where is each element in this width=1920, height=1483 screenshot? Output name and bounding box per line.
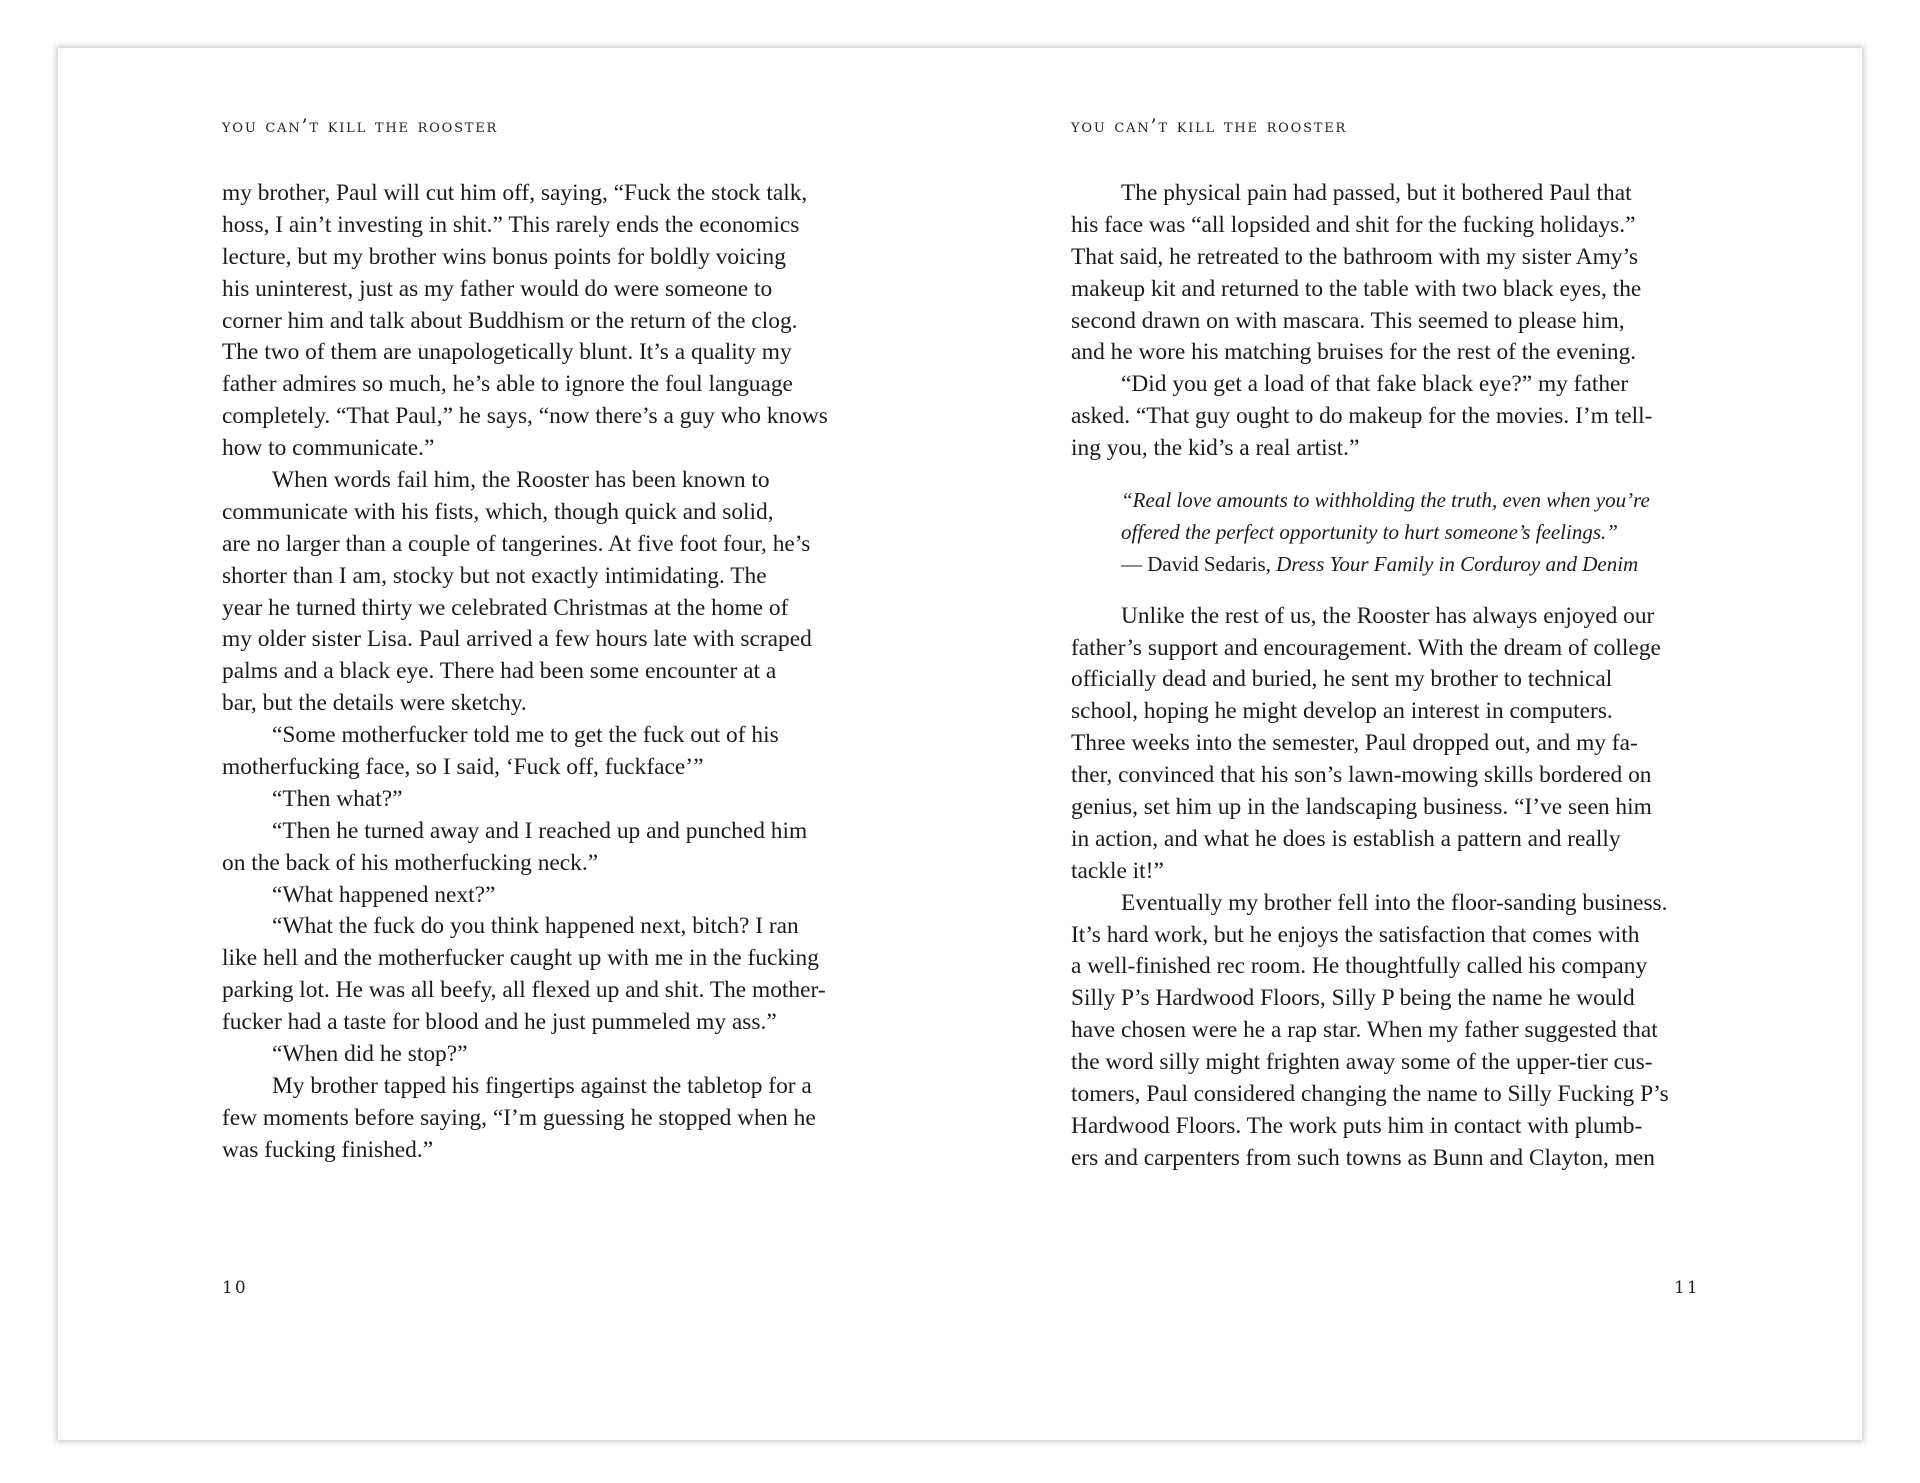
text-line: genius, set him up in the landscaping business. “I’ve seen him bbox=[1071, 794, 1652, 821]
text-line: the word silly might frighten away some of the upper-tier cus- bbox=[1071, 1049, 1653, 1076]
text-line: communicate with his fists, which, though quick and solid, bbox=[222, 498, 774, 525]
text-line: fucker had a taste for blood and he just pummeled my ass.” bbox=[222, 1009, 777, 1036]
text-line: palms and a black eye. There had been some encounter at a bbox=[222, 658, 777, 685]
text-line: my older sister Lisa. Paul arrived a few hours late with scraped bbox=[222, 626, 812, 653]
running-head-text: you can’t kill the rooster bbox=[1071, 115, 1348, 137]
text-line: “What the fuck do you think happened next, bitch? I ran bbox=[272, 913, 799, 940]
running-head bbox=[1071, 115, 1347, 137]
text-line: school, hoping he might develop an interest in computers. bbox=[1071, 698, 1613, 725]
text-line: hoss, I ain’t investing in shit.” This rarely ends the economics bbox=[222, 211, 800, 238]
text-line: It’s hard work, but he enjoys the satisfaction that comes with bbox=[1071, 921, 1640, 948]
body-text bbox=[222, 178, 862, 1167]
text-line: bar, but the details were sketchy. bbox=[222, 690, 527, 717]
text-line: year he turned thirty we celebrated Christmas at the home of bbox=[222, 594, 789, 621]
page-number: 11 bbox=[1674, 1278, 1700, 1298]
epigraph bbox=[1071, 485, 1711, 581]
text-line: father admires so much, he’s able to ignore the foul language bbox=[222, 371, 793, 398]
text-line: his uninterest, just as my father would do were someone to bbox=[222, 275, 773, 302]
text-line: a well-finished rec room. He thoughtfully called his company bbox=[1071, 953, 1648, 980]
book-spread bbox=[58, 48, 1862, 1440]
text-line: on the back of his motherfucking neck.” bbox=[222, 849, 599, 876]
text-line: “What happened next?” bbox=[272, 881, 496, 908]
spacer bbox=[1071, 581, 1711, 601]
text-line: “Then he turned away and I reached up and punched him bbox=[272, 817, 808, 844]
epigraph-line: “Real love amounts to withholding the truth, even when you’re bbox=[1121, 488, 1650, 513]
text-line: Unlike the rest of us, the Rooster has always enjoyed our bbox=[1121, 602, 1655, 629]
text-line: Silly P’s Hardwood Floors, Silly P being the name he would bbox=[1071, 985, 1635, 1012]
text-line: in action, and what he does is establish a pattern and really bbox=[1071, 825, 1621, 852]
text-line: ther, convinced that his son’s lawn-mowing skills bordered on bbox=[1071, 762, 1652, 789]
page-number: 10 bbox=[222, 1278, 248, 1298]
text-line: lecture, but my brother wins bonus points for boldly voicing bbox=[222, 243, 786, 270]
running-head bbox=[222, 115, 498, 137]
text-line: asked. “That guy ought to do makeup for the movies. I’m tell- bbox=[1071, 403, 1653, 430]
running-head-text: you can’t kill the rooster bbox=[222, 115, 499, 137]
right-page bbox=[960, 48, 1862, 1440]
text-line: ers and carpenters from such towns as Bunn and Clayton, men bbox=[1071, 1144, 1655, 1171]
text-line: makeup kit and returned to the table with two black eyes, the bbox=[1071, 275, 1642, 302]
text-line: are no larger than a couple of tangerines. At five foot four, he’s bbox=[222, 530, 811, 557]
text-line: My brother tapped his fingertips against the tabletop for a bbox=[272, 1072, 812, 1099]
text-line: and he wore his matching bruises for the rest of the evening. bbox=[1071, 339, 1637, 366]
body-text bbox=[1071, 178, 1711, 1175]
text-line: ing you, the kid’s a real artist.” bbox=[1071, 435, 1360, 462]
epigraph-attribution bbox=[1121, 549, 1711, 581]
text-line: father’s support and encouragement. With the dream of college bbox=[1071, 634, 1661, 661]
text-line: Eventually my brother fell into the floor-sanding business. bbox=[1121, 889, 1668, 916]
text-line: “Then what?” bbox=[272, 785, 403, 812]
text-line: “When did he stop?” bbox=[272, 1041, 468, 1068]
text-line: The two of them are unapologetically blunt. It’s a quality my bbox=[222, 339, 792, 366]
text-line: “Some motherfucker told me to get the fuck out of his bbox=[272, 722, 779, 749]
left-page bbox=[58, 48, 960, 1440]
text-line: my brother, Paul will cut him off, saying, “Fuck the stock talk, bbox=[222, 180, 808, 206]
attribution-author: — David Sedaris, bbox=[1121, 551, 1277, 576]
text-line: Hardwood Floors. The work puts him in contact with plumb- bbox=[1071, 1112, 1643, 1139]
epigraph-line: offered the perfect opportunity to hurt someone’s feelings.” bbox=[1121, 519, 1618, 544]
text-line: Three weeks into the semester, Paul dropped out, and my fa- bbox=[1071, 730, 1638, 757]
text-line: was fucking finished.” bbox=[222, 1136, 434, 1163]
text-line: The physical pain had passed, but it bothered Paul that bbox=[1121, 180, 1632, 206]
text-line: how to communicate.” bbox=[222, 435, 435, 462]
text-line: corner him and talk about Buddhism or the return of the clog. bbox=[222, 307, 798, 334]
text-line: second drawn on with mascara. This seemed to please him, bbox=[1071, 307, 1625, 334]
text-line: tomers, Paul considered changing the name to Silly Fucking P’s bbox=[1071, 1081, 1669, 1108]
text-line: That said, he retreated to the bathroom with my sister Amy’s bbox=[1071, 243, 1639, 270]
text-line: completely. “That Paul,” he says, “now there’s a guy who knows bbox=[222, 403, 828, 430]
text-line: few moments before saying, “I’m guessing he stopped when he bbox=[222, 1104, 816, 1131]
text-line: “Did you get a load of that fake black eye?” my father bbox=[1121, 371, 1629, 398]
body-text-after-epigraph bbox=[1071, 601, 1711, 1175]
spacer bbox=[1071, 465, 1711, 485]
text-line: motherfucking face, so I said, ‘Fuck off, fuckface’” bbox=[222, 754, 704, 781]
text-line: like hell and the motherfucker caught up with me in the fucking bbox=[222, 945, 819, 972]
text-line: When words fail him, the Rooster has been known to bbox=[272, 467, 770, 494]
text-line: parking lot. He was all beefy, all flexed up and shit. The mother- bbox=[222, 977, 826, 1004]
attribution-book-title: Dress Your Family in Corduroy and Denim bbox=[1276, 551, 1639, 576]
text-line: shorter than I am, stocky but not exactly intimidating. The bbox=[222, 562, 767, 589]
text-line: officially dead and buried, he sent my brother to technical bbox=[1071, 666, 1613, 693]
text-line: his face was “all lopsided and shit for the fucking holidays.” bbox=[1071, 211, 1636, 238]
text-line: tackle it!” bbox=[1071, 857, 1164, 884]
body-text-before-epigraph bbox=[1071, 178, 1711, 465]
text-line: have chosen were he a rap star. When my father suggested that bbox=[1071, 1017, 1658, 1044]
